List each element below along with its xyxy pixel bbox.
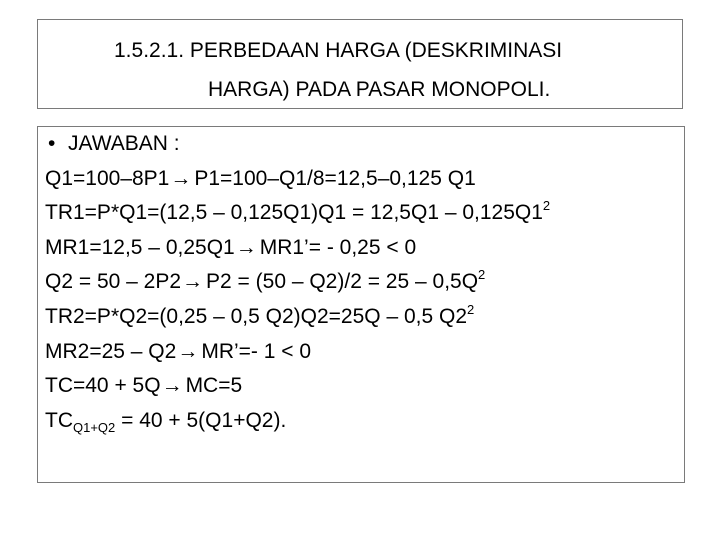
equation-text: MR2=25 – Q2 [45, 339, 177, 363]
answer-label: JAWABAN : [68, 132, 180, 155]
subscript: Q1+Q2 [73, 419, 116, 435]
equation-text: TC=40 + 5Q [45, 374, 161, 398]
equation-text: = 40 + 5(Q1+Q2). [115, 408, 287, 432]
equation-line-3 [45, 231, 550, 266]
title-line-1: 1.5.2.1. PERBEDAAN HARGA (DESKRIMINASI [114, 39, 563, 62]
equation-line-6 [45, 335, 550, 370]
arrow-icon: → [161, 374, 183, 398]
equation-line-5 [45, 300, 550, 335]
equation-line-7 [45, 369, 550, 404]
equation-text: MC=5 [185, 374, 243, 398]
equation-text: MR’=- 1 < 0 [201, 339, 312, 363]
arrow-icon: → [235, 235, 257, 259]
equation-text: TR2=P*Q2=(0,25 – 0,5 Q2)Q2=25Q – 0,5 Q2 [45, 304, 467, 328]
exponent: 2 [467, 301, 475, 317]
title-box [37, 19, 683, 109]
equation-text: MR1’= - 0,25 < 0 [259, 235, 417, 259]
bullet-point: • [48, 132, 56, 155]
equation-line-1 [45, 162, 550, 197]
exponent: 2 [542, 198, 551, 214]
equation-line-4 [45, 265, 550, 300]
equation-text: P2 = (50 – Q2)/2 = 25 – 0,5Q [206, 270, 479, 294]
equation-line-2 [45, 196, 550, 231]
arrow-icon: → [170, 166, 192, 190]
equation-text: P1=100–Q1/8=12,5–0,125 Q1 [194, 166, 476, 190]
equation-text: TR1=P*Q1=(12,5 – 0,125Q1)Q1 = 12,5Q1 – 0,125Q1 [45, 201, 543, 225]
exponent: 2 [478, 267, 486, 283]
equation-text: Q1=100–8P1 [45, 166, 170, 190]
arrow-icon: → [177, 339, 199, 363]
equation-text: Q2 = 50 – 2P2 [45, 270, 182, 294]
answer-content [45, 127, 550, 438]
arrow-icon: → [182, 270, 204, 294]
content-box [37, 126, 685, 483]
answer-heading [45, 127, 550, 162]
equation-line-8 [45, 404, 550, 439]
equation-text: TC [45, 408, 73, 432]
title-line-2: HARGA) PADA PASAR MONOPOLI. [208, 78, 551, 101]
equation-text: MR1=12,5 – 0,25Q1 [45, 235, 235, 259]
